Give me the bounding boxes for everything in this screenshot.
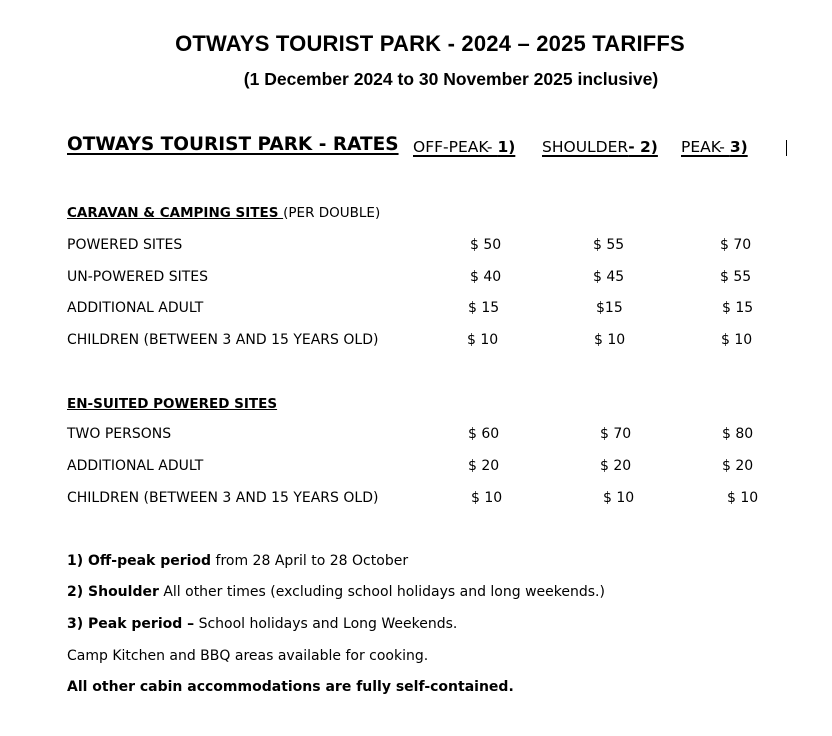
table-row-label: TWO PERSONS [67,426,172,442]
off-peak-column-header: OFF-PEAK- 1) [413,138,516,156]
note-peak: 3) Peak period – School holidays and Long Weekends. [67,616,458,632]
off-peak-price: $ 10 [467,332,499,348]
shoulder-price: $ 10 [594,332,626,348]
off-peak-price: $ 40 [470,269,502,285]
table-row-label: CHILDREN (BETWEEN 3 AND 15 YEARS OLD) [67,490,379,506]
page-subtitle: (1 December 2024 to 30 November 2025 inclusive) [243,69,659,89]
table-row-label: UN-POWERED SITES [67,269,209,285]
rates-header-title: OTWAYS TOURIST PARK - RATES [67,134,399,155]
off-peak-price: $ 20 [468,458,500,474]
peak-price: $ 10 [727,490,759,506]
peak-price: $ 70 [720,237,752,253]
peak-price: $ 55 [720,269,752,285]
table-row-label: ADDITIONAL ADULT [67,300,204,316]
peak-price: $ 10 [721,332,753,348]
shoulder-price: $ 70 [600,426,632,442]
divider-mark [786,140,787,156]
shoulder-price: $ 10 [603,490,635,506]
note-shoulder: 2) Shoulder All other times (excluding school holidays and long weekends.) [67,584,605,600]
table-row-label: CHILDREN (BETWEEN 3 AND 15 YEARS OLD) [67,332,379,348]
caravan-section-heading: CARAVAN & CAMPING SITES (PER DOUBLE) [67,205,381,221]
peak-price: $ 80 [722,426,754,442]
off-peak-price: $ 10 [471,490,503,506]
off-peak-price: $ 15 [468,300,500,316]
shoulder-price: $ 55 [593,237,625,253]
peak-price: $ 20 [722,458,754,474]
shoulder-column-header: SHOULDER- 2) [542,138,658,156]
table-row-label: POWERED SITES [67,237,183,253]
off-peak-price: $ 60 [468,426,500,442]
peak-column-header: PEAK- 3) [681,138,748,156]
shoulder-price: $15 [596,300,623,316]
shoulder-price: $ 20 [600,458,632,474]
note-camp-kitchen: Camp Kitchen and BBQ areas available for cooking. [67,648,429,664]
off-peak-price: $ 50 [470,237,502,253]
note-cabins: All other cabin accommodations are fully self-contained. [67,679,514,695]
table-row-label: ADDITIONAL ADULT [67,458,204,474]
page-title: OTWAYS TOURIST PARK - 2024 – 2025 TARIFFS [175,31,685,56]
shoulder-price: $ 45 [593,269,625,285]
note-off-peak: 1) Off-peak period from 28 April to 28 October [67,553,409,569]
ensuited-section-heading: EN-SUITED POWERED SITES [67,396,278,412]
peak-price: $ 15 [722,300,754,316]
